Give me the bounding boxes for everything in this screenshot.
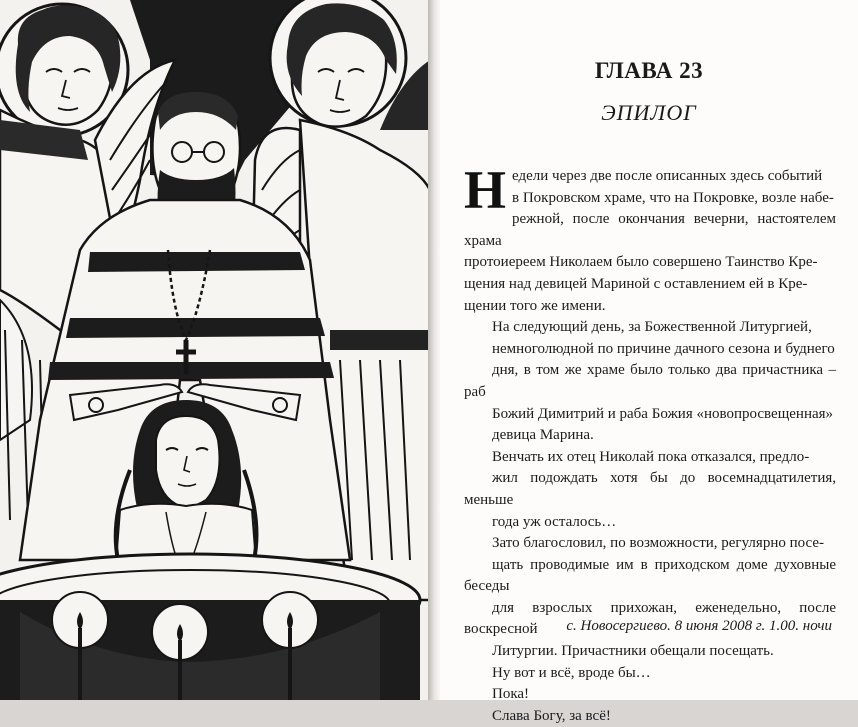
text-line: щении того же имени. <box>464 297 606 314</box>
left-page <box>0 0 430 700</box>
text-line: Венчать их отец Николай пока отказался, предло- <box>492 448 810 465</box>
text-line: На следующий день, за Божественной Литургией, <box>492 319 812 336</box>
text-line: в Покровском храме, что на Покровке, возле набе- <box>512 189 834 206</box>
text-line: жил подождать хотя бы до восемнадцатилетия, меньше <box>464 470 836 508</box>
text-line: щения над девицей Мариной с оставлением ей в Кре- <box>464 275 808 292</box>
text-line: режной, после окончания вечерни, настоятелем храма <box>464 211 836 249</box>
text-line: девица Марина. <box>492 427 594 444</box>
text-line: немноголюдной по причине дачного сезона и буднего <box>492 340 835 357</box>
paragraph-6: Пока! <box>492 686 530 703</box>
text-line: Литургии. Причастники обещали посещать. <box>492 643 774 660</box>
paragraph-2 <box>464 317 836 447</box>
place-date-signature: с. Новосергиево. 8 июня 2008 г. 1.00. ночи <box>566 618 832 634</box>
chapter-body <box>464 160 836 727</box>
paragraph-1 <box>464 160 836 317</box>
text-line: года уж осталось… <box>492 513 617 530</box>
text-line: протоиереем Николаем было совершено Таинство Кре- <box>464 254 818 271</box>
baptism-illustration <box>0 0 430 700</box>
chapter-label: ГЛАВА 23 <box>594 58 704 83</box>
paragraph-7: Слава Богу, за всё! <box>492 707 611 724</box>
paragraph-5: Ну вот и всё, вроде бы… <box>492 664 651 681</box>
drop-cap: Н <box>464 160 507 220</box>
text-line: щать проводимые им в приходском доме духовные беседы <box>464 556 836 595</box>
paragraph-3 <box>464 447 836 533</box>
text-line: дня, в том же храме было только два причастника – раб <box>464 362 836 400</box>
text-line: Зато благословил, по возможности, регулярно посе- <box>492 535 824 552</box>
text-line: Божий Димитрий и раба Божия «новопросвещенная» <box>492 405 834 422</box>
right-page <box>440 0 858 724</box>
paragraph-4 <box>464 533 836 663</box>
text-line: для взрослых прихожан, еженедельно, после воскресной <box>464 599 836 638</box>
chapter-title: ЭПИЛОГ <box>601 100 697 125</box>
text-line: едели через две после описанных здесь событий <box>512 168 823 184</box>
